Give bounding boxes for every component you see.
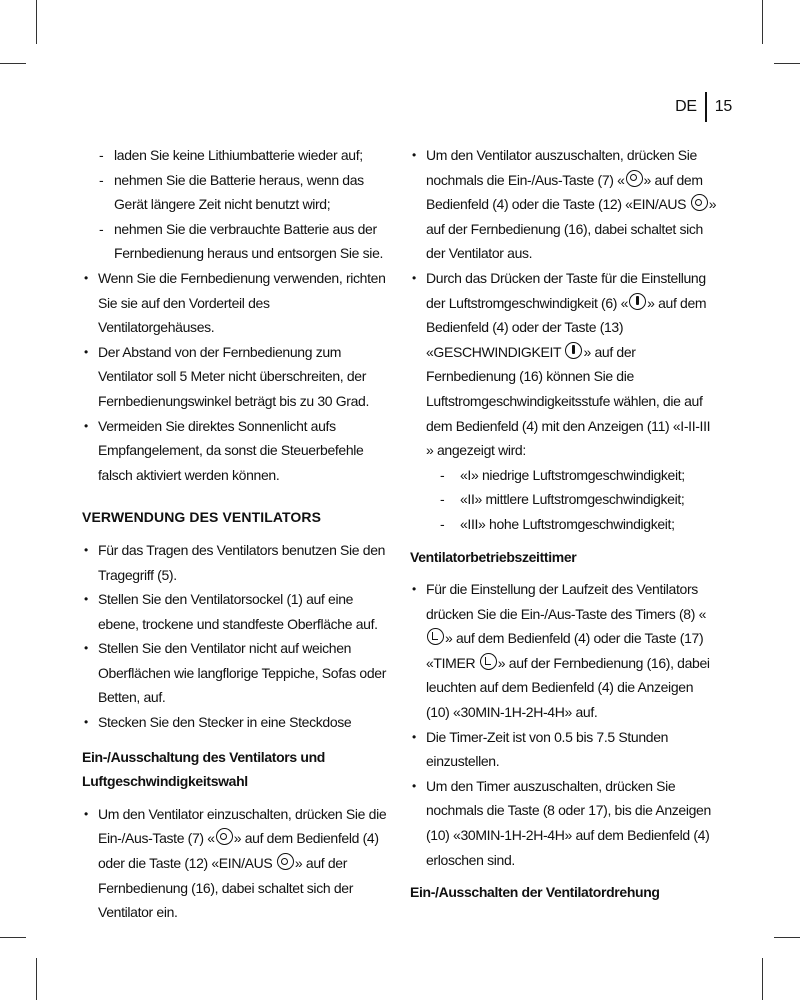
battery-dash-list [82, 143, 388, 266]
speed-level-list [426, 463, 720, 537]
section-heading-timer: Ventilatorbetriebszeittimer [410, 548, 577, 565]
section-heading-usage: VERWENDUNG DES VENTILATORS [82, 509, 322, 526]
timer-icon [427, 628, 444, 645]
remote-bullet-list [82, 266, 388, 487]
left-column [82, 143, 388, 925]
language-code: DE [675, 98, 697, 115]
list-item: - laden Sie keine Lithiumbatterie wieder auf; [82, 143, 388, 168]
text-span: » auf der Fernbedienung (16), dabei leuchten auf dem Bedienfeld (4) die Anzeigen (10) «30MIN-1H-2H-4H» auf. [426, 654, 710, 721]
list-item [410, 143, 720, 266]
fan-speed-icon [565, 342, 582, 359]
header-divider [705, 92, 707, 122]
list-item: • Die Timer-Zeit ist von 0.5 bis 7.5 Stunden einzustellen. [410, 725, 720, 774]
list-item: • Vermeiden Sie direktes Sonnenlicht aufs Empfangelement, da sonst die Steuerbefehle falsch aktiviert werden können. [82, 414, 388, 488]
text-span: » auf dem Bedienfeld (4) oder die Taste (12) «EIN/AUS [426, 171, 703, 213]
list-item [410, 266, 720, 537]
crop-mark [36, 958, 37, 1000]
text-span: » auf der Fernbedienung (16), dabei schaltet sich der Ventilator aus. [426, 196, 717, 262]
crop-mark [0, 63, 26, 64]
onoff-bullet-list [82, 802, 388, 925]
power-icon [277, 853, 294, 870]
section-heading-rotation: Ein-/Ausschalten der Ventilatordrehung [410, 884, 660, 901]
crop-mark [774, 937, 800, 938]
power-icon [691, 194, 708, 211]
right-column [410, 143, 720, 913]
text-span: » auf dem Bedienfeld (4) oder der Taste (13) «GESCHWINDIGKEIT [426, 294, 707, 360]
crop-mark [762, 958, 763, 1000]
crop-mark [36, 0, 37, 44]
control-bullet-list [410, 143, 720, 537]
list-item: - nehmen Sie die verbrauchte Batterie aus der Fernbedienung heraus und entsorgen Sie sie. [82, 217, 388, 266]
crop-mark [774, 63, 800, 64]
crop-mark [0, 937, 26, 938]
list-item: • Stellen Sie den Ventilatorsockel (1) auf eine ebene, trockene und standfeste Oberfläche auf. [82, 587, 388, 636]
text-span: Durch das Drücken der Taste für die Einstellung der Luftstromgeschwindigkeit (6) « [426, 269, 706, 311]
text-span: » auf der Fernbedienung (16), dabei schaltet sich der Ventilator ein. [98, 855, 354, 921]
power-icon [626, 170, 643, 187]
list-item [82, 802, 388, 925]
list-item: - «III» hohe Luftstromgeschwindigkeit; [426, 512, 720, 537]
list-item: • Stellen Sie den Ventilator nicht auf weichen Oberflächen wie langflorige Teppiche, Sofas oder Betten, auf. [82, 636, 388, 710]
page-number: 15 [714, 98, 732, 115]
list-item [410, 577, 720, 725]
list-item: - «II» mittlere Luftstromgeschwindigkeit; [426, 487, 720, 512]
list-item: • Stecken Sie den Stecker in eine Steckdose [82, 710, 388, 735]
text-span: Um den Ventilator auszuschalten, drücken Sie nochmals die Ein-/Aus-Taste (7) « [426, 147, 697, 188]
section-heading-onoff: Ein-/Ausschaltung des Ventilators und Luftgeschwindigkeitswahl [82, 748, 325, 790]
list-item: • Wenn Sie die Fernbedienung verwenden, richten Sie sie auf den Vorderteil des Ventilatorgehäuses. [82, 266, 388, 340]
usage-bullet-list [82, 538, 388, 735]
list-item: • Für das Tragen des Ventilators benutzen Sie den Tragegriff (5). [82, 538, 388, 587]
text-span: » auf dem Bedienfeld (4) oder die Taste (12) «EIN/AUS [98, 830, 379, 872]
timer-icon [480, 653, 497, 670]
page-header [675, 92, 732, 122]
list-item: • Um den Timer auszuschalten, drücken Sie nochmals die Taste (8 oder 17), bis die Anzeigen (10) «30MIN-1H-2H-4H» auf dem Bedienfeld (4) erloschen sind. [410, 774, 720, 872]
fan-speed-icon [629, 293, 646, 310]
crop-mark [762, 0, 763, 44]
list-item: • Der Abstand von der Fernbedienung zum Ventilator soll 5 Meter nicht überschreiten, der Fernbedienungswinkel beträgt bis zu 30 Grad. [82, 340, 388, 414]
text-span: » auf der Fernbedienung (16) können Sie die Luftstromgeschwindigkeitsstufe wählen, die auf dem Bedienfeld (4) mit den Anzeigen (11) «I-II-III » angezeigt wird: [426, 343, 711, 459]
text-span: Für die Einstellung der Laufzeit des Ventilators drücken Sie die Ein-/Aus-Taste des Timers (8) « [426, 581, 707, 622]
list-item: - «I» niedrige Luftstromgeschwindigkeit; [426, 463, 720, 488]
power-icon [216, 828, 233, 845]
text-span: » auf dem Bedienfeld (4) oder die Taste (17) «TIMER [426, 630, 704, 671]
timer-bullet-list [410, 577, 720, 872]
text-span: Um den Ventilator einzuschalten, drücken Sie die Ein-/Aus-Taste (7) « [98, 805, 387, 847]
list-item: - nehmen Sie die Batterie heraus, wenn das Gerät längere Zeit nicht benutzt wird; [82, 168, 388, 217]
